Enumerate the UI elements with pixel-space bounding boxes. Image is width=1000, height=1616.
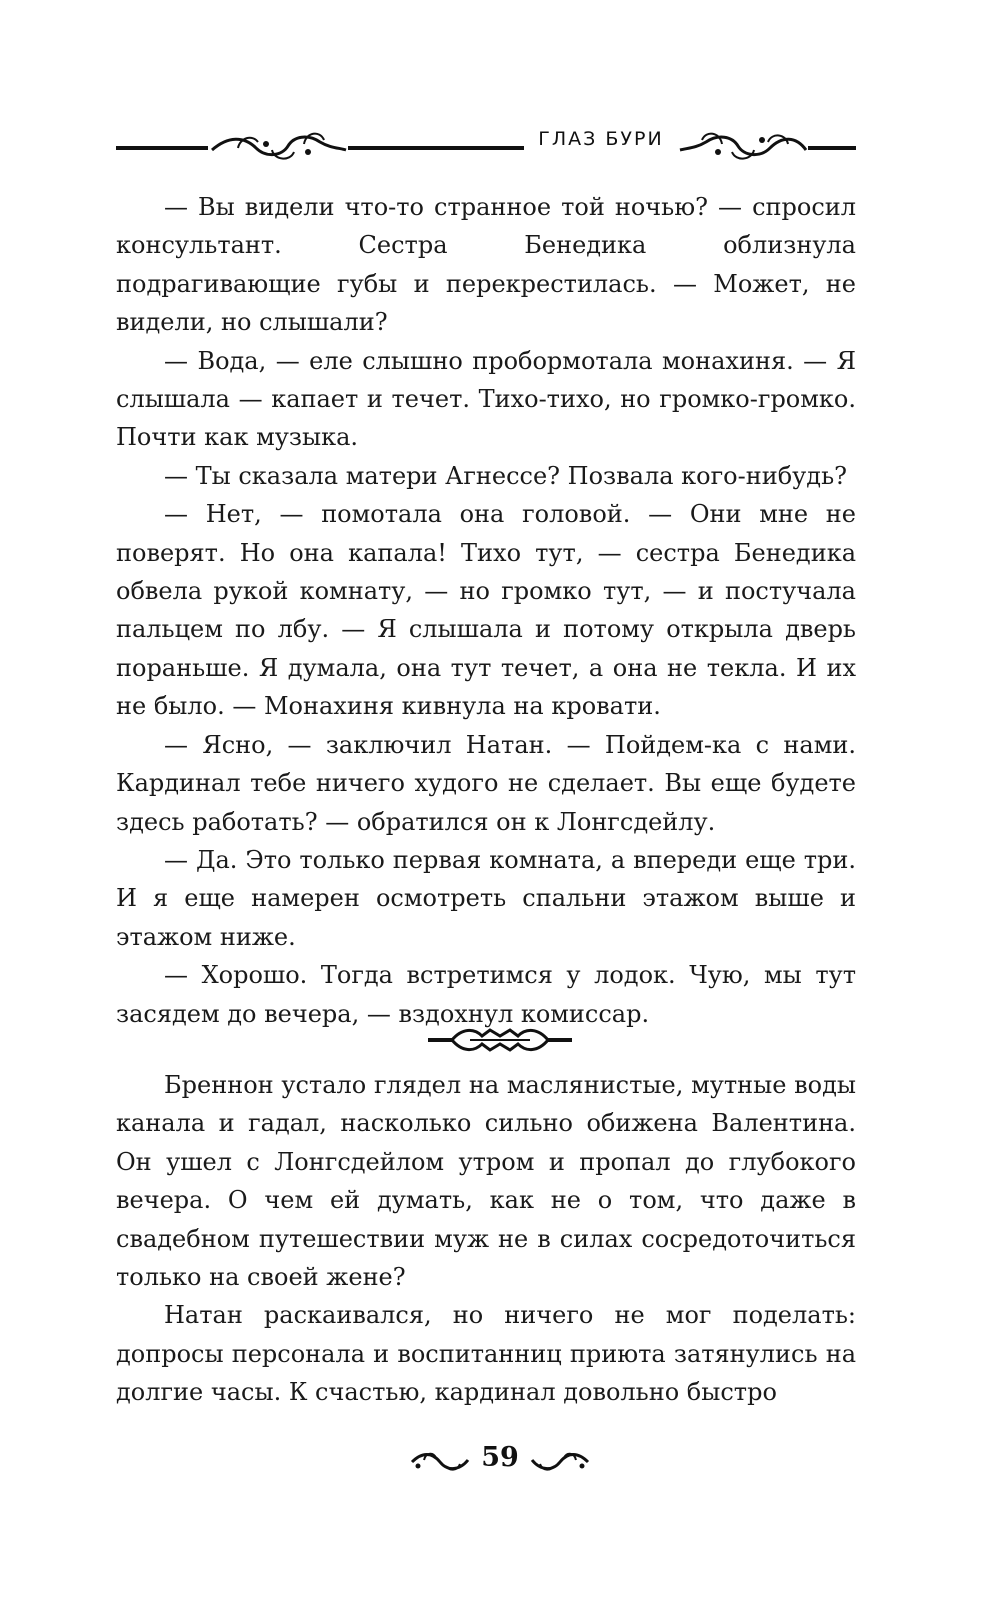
footer-left-ornament-icon <box>410 1448 470 1474</box>
paragraph: — Ты сказала матери Агнессе? Позвала кого-нибудь? <box>164 461 848 490</box>
paragraph: — Да. Это только первая комната, а впереди еще три. И я еще намерен осмотреть спальни этажом выше и этажом ниже. <box>116 845 856 951</box>
paragraph: — Ясно, — заключил Натан. — Пойдем-ка с нами. Кардинал тебе ничего худого не сделает. Вы еще будете здесь работать? — обратился он к Лонгсдейлу. <box>116 730 856 836</box>
header-rule-right <box>808 146 856 150</box>
footer-right-ornament-icon <box>530 1448 590 1474</box>
paragraph: — Хорошо. Тогда встретимся у лодок. Чую, мы тут засядем до вечера, — вздохнул комиссар. <box>116 961 856 1028</box>
paragraph: — Вы видели что-то странное той ночью? — спросил консультант. Сестра Бенедика облизнула подрагивающие губы и перекрестилась. — Может, не видели, но слышали? <box>116 193 856 337</box>
paragraph: Натан раскаивался, но ничего не мог поделать: допросы персонала и воспитанниц приюта затянулись на долгие часы. К счастью, кардинал довольно быстро <box>116 1301 856 1407</box>
running-header <box>116 124 856 164</box>
paragraph: — Вода, — еле слышно пробормотала монахиня. — Я слышала — капает и течет. Тихо-тихо, но громко-громко. Почти как музыка. <box>116 346 856 452</box>
body-text-part1 <box>116 188 856 1033</box>
header-rule-left <box>116 146 208 150</box>
header-left-ornament-icon <box>208 126 348 166</box>
paragraph: — Нет, — помотала она головой. — Они мне не поверят. Но она капала! Тихо тут, — сестра Бенедика обвела рукой комнату, — но громко тут, — и постучала пальцем по лбу. — Я слышала и потому открыла дверь пораньше. Я думала, она тут течет, а она не текла. И их не было. — Монахиня кивнула на кровати. <box>116 500 856 721</box>
header-rule-mid <box>348 146 524 150</box>
header-right-ornament-icon <box>678 126 808 166</box>
page-number: 59 <box>481 1442 519 1473</box>
section-divider-icon <box>426 1020 574 1060</box>
page-footer <box>410 1440 590 1480</box>
header-title: ГЛАЗ БУРИ <box>538 128 664 150</box>
paragraph: Бреннон устало глядел на маслянистые, мутные воды канала и гадал, насколько сильно обижена Валентина. Он ушел с Лонгсдейлом утром и пропал до глубокого вечера. О чем ей думать, как не о том, что даже в свадебном путешествии муж не в силах сосредоточиться только на своей жене? <box>116 1071 856 1292</box>
body-text-part2 <box>116 1066 856 1412</box>
